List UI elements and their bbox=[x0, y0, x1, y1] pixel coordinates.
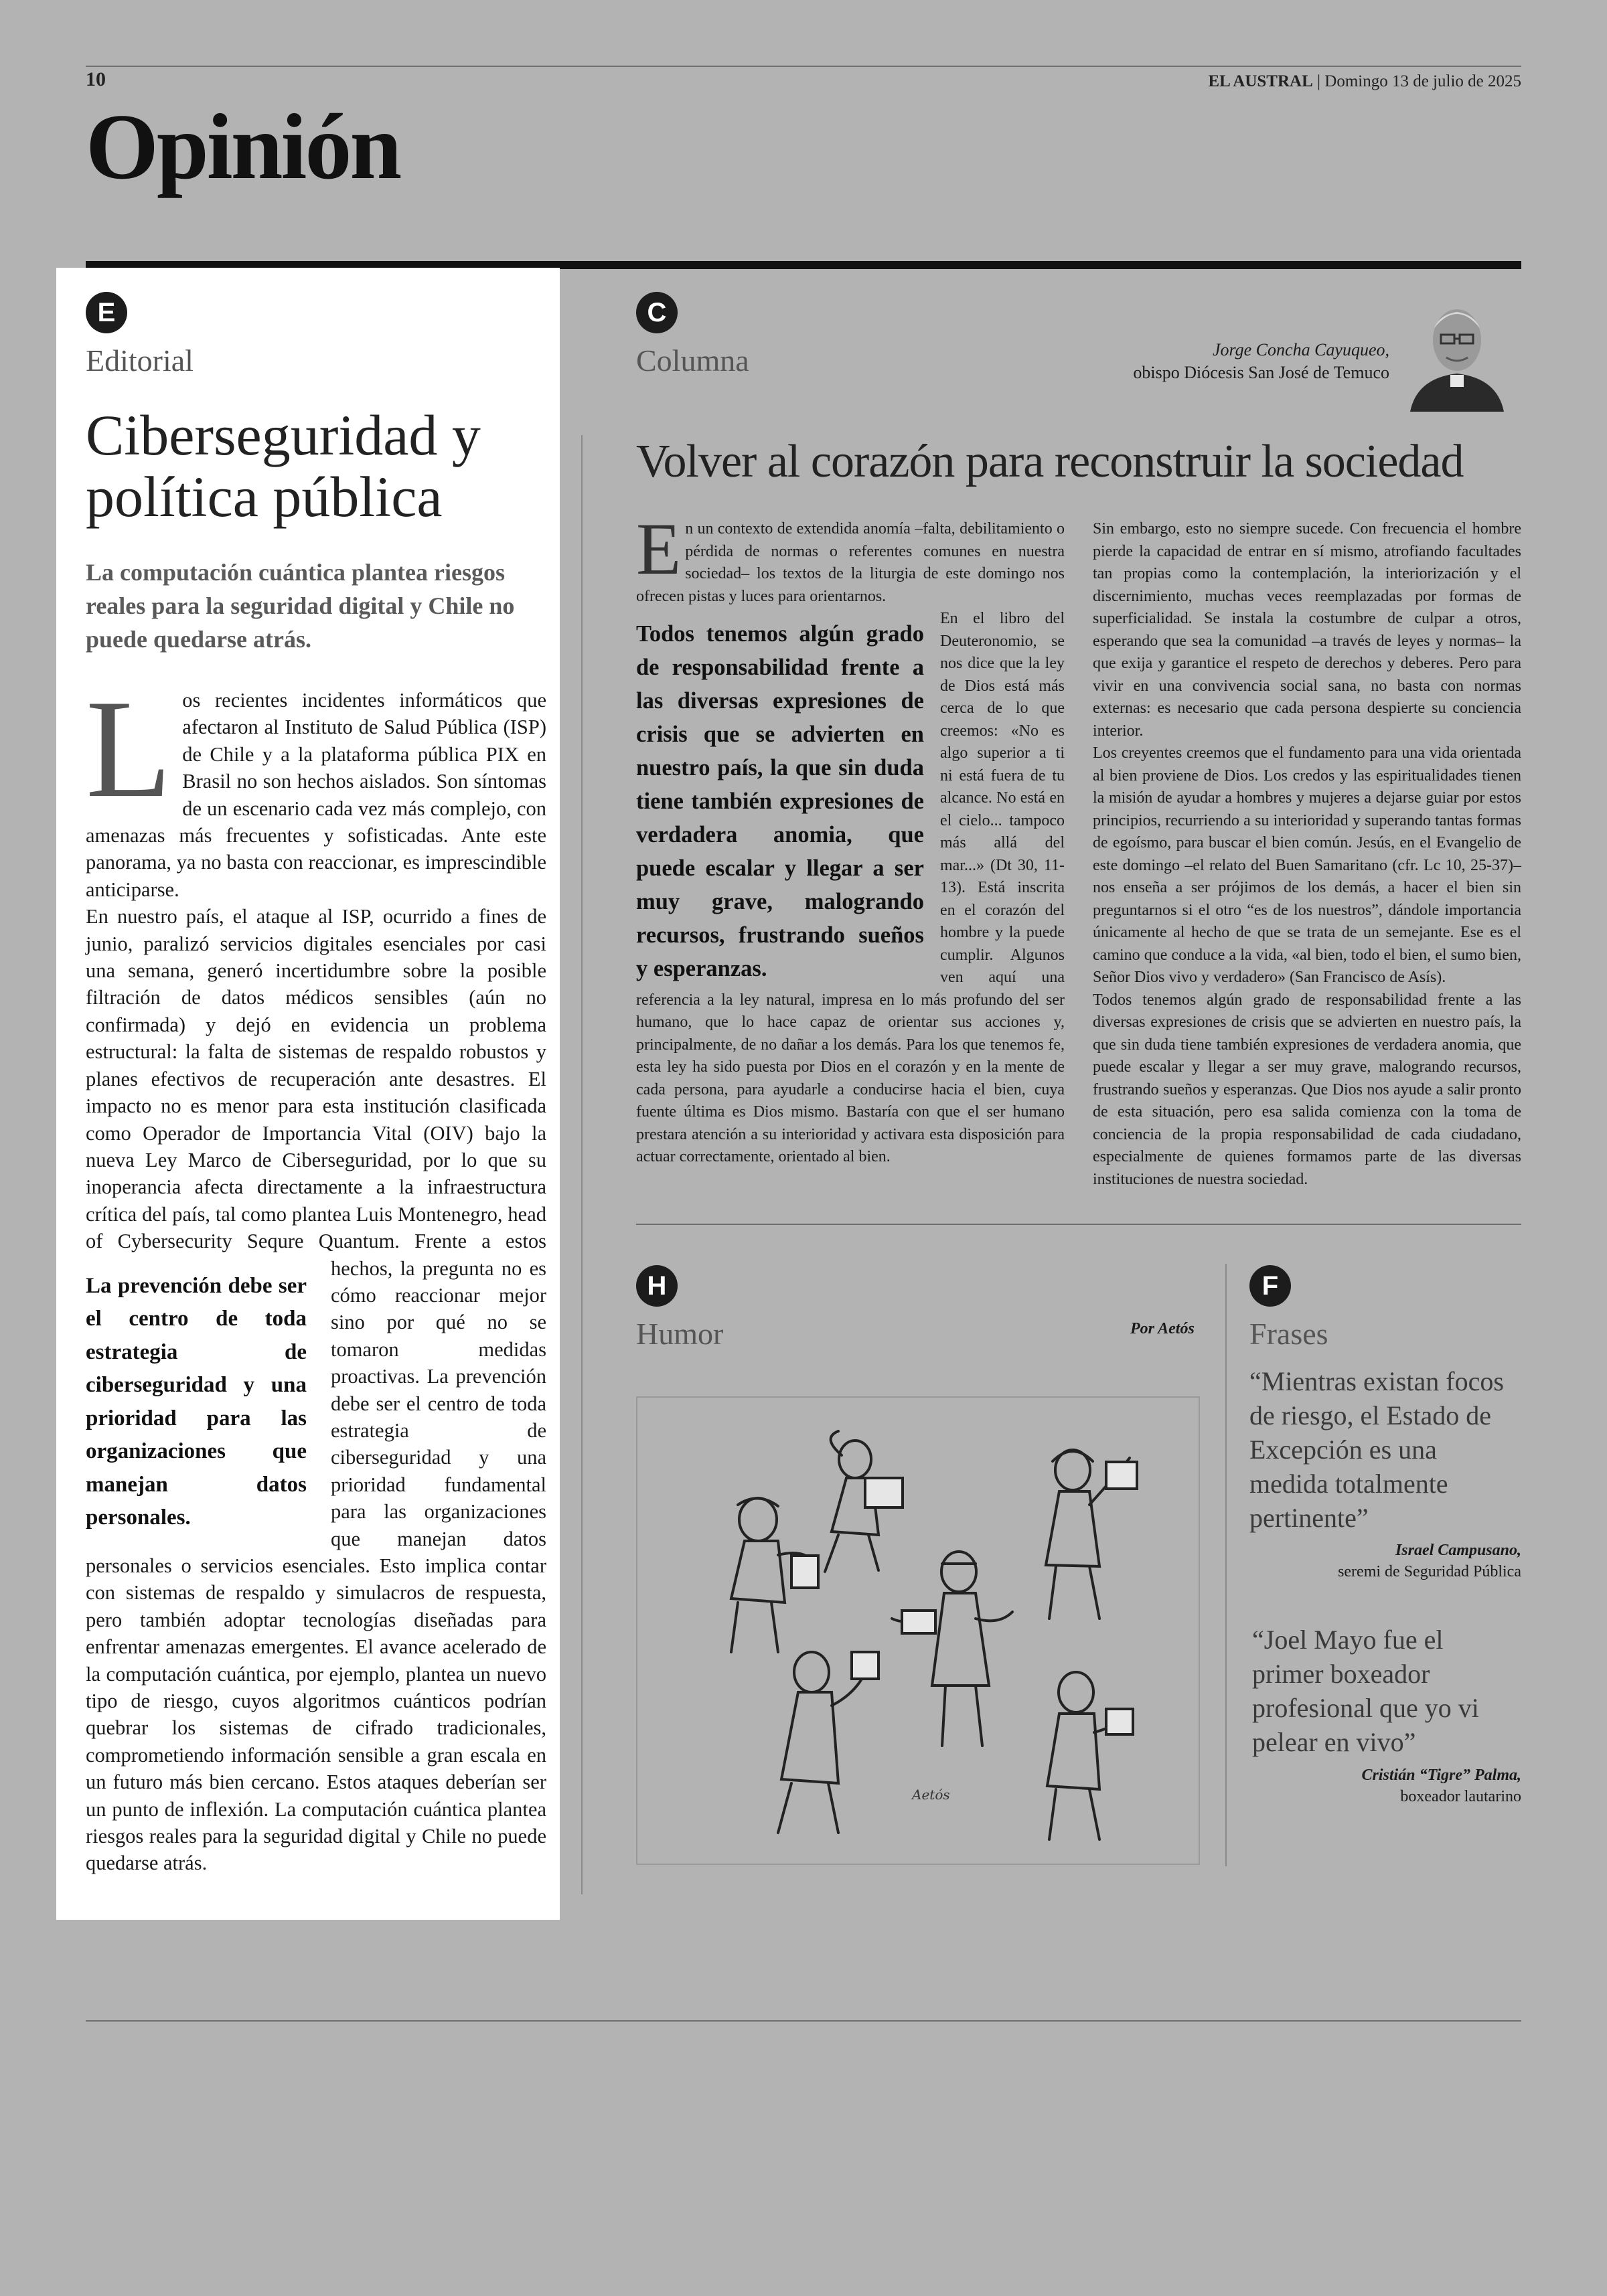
page-number: 10 bbox=[86, 68, 106, 90]
frase-quote-2: “Joel Mayo fue el primer boxeador profesional que yo vi pelear en vivo” bbox=[1252, 1625, 1479, 1757]
frase-name-1: Israel Campusano, bbox=[1395, 1542, 1521, 1559]
column-body-right bbox=[1093, 518, 1521, 1191]
column-title: Volver al corazón para reconstruir la sociedad bbox=[636, 436, 1464, 487]
editorial-paragraph-2: En nuestro país, el ataque al ISP, ocurrido a fines de junio, paralizó servicios digitales esenciales por casi una semana, generó incertidumbre sobre la posible filtración de datos médicos sensibles (aún no confirmada) y dejó en evidencia un problema estructural: la falta de sistemas de respaldo robustos y planes efectivos de recuperación ante desastres. El impacto no es menor para esta institución clasificada como Operador de Importancia Vital (OIV) bajo la nueva Ley Marco de Ciberseguridad, por lo que su inoperancia afecta directamente a la infraestructura crítica del país, tal como plantea Luis Montenegro, head of Cybersecurity Sequre Quantum. bbox=[86, 905, 546, 1253]
frase-role-2: boxeador lautarino bbox=[1400, 1788, 1521, 1805]
column-paragraph-2: En el libro del Deuteronomio, se nos dice que la ley de Dios está más cerca de lo que creemos: «No es algo superior a ti ni está fuera de tu alcance. No está en el cielo... tampoco más allá del mar...» (Dt 30, 11-13). Está inscrita en el corazón del hombre y la puede cumplir. Algunos ven aquí una referencia a la ley natural, impresa en lo más profundo del ser humano, que lo hace capaz de orientar sus acciones y, principalmente, de no dañar a los demás. Para los que tenemos fe, esta ley ha sido puesta por Dios en el corazón y en la mente de cada persona, para ayudarle a conducirse hacia el bien, cuya fuente última es Dios mismo. Bastaría con que el ser humano prestara atención a su interioridad y activara esta disposición para actuar correctamente, orientado al bien. bbox=[636, 610, 1065, 1165]
column-paragraph-1: n un contexto de extendida anomía –falta, debilitamiento o pérdida de normas o referentes comunes en nuestra sociedad– los textos de la liturgia de este domingo nos ofrecen pistas y luces para orientarnos. bbox=[636, 520, 1065, 605]
paper-name: EL AUSTRAL bbox=[1208, 72, 1313, 90]
column-author bbox=[1133, 339, 1389, 384]
cartoon-illustration bbox=[637, 1398, 1199, 1864]
editorial-kicker: Editorial bbox=[86, 343, 194, 378]
editorial-subtitle: La computación cuántica plantea riesgos reales para la seguridad digital y Chile no puede quedarse atrás. bbox=[86, 559, 515, 653]
column-separator bbox=[581, 435, 583, 1894]
top-rule bbox=[86, 66, 1521, 67]
editorial-title: Ciberseguridad y política pública bbox=[86, 403, 481, 529]
frases-kicker: Frases bbox=[1249, 1317, 1328, 1351]
humor-badge: H bbox=[636, 1265, 678, 1307]
frase-name-2: Cristián “Tigre” Palma, bbox=[1361, 1767, 1521, 1784]
author-role: obispo Diócesis San José de Temuco bbox=[1133, 363, 1389, 382]
column-dropcap: E bbox=[636, 508, 682, 590]
editorial-pull-quote: La prevención debe ser el centro de toda estrategia de ciberseguridad y una prioridad para las organizaciones que manejan datos personales. bbox=[86, 1273, 307, 1530]
frases-badge: F bbox=[1249, 1265, 1291, 1307]
masthead-date: EL AUSTRAL | Domingo 13 de julio de 2025 bbox=[1208, 72, 1521, 90]
column-paragraph-5: Todos tenemos algún grado de responsabilidad frente a las diversas expresiones de crisis que se advierten en nuestro país, la que sin duda tiene también expresiones de verdadera anomia, que puede escalar y llegar a ser muy grave, malogrando recursos, frustrando sueños y esperanzas. Que Dios nos ayude a salir pronto de esta situación, pero esa salida comienza con la toma de conciencia de la propia responsabilidad de cada ciudadano, especialmente de quienes formamos parte de las diversas instituciones de nuestra sociedad. bbox=[1093, 991, 1521, 1188]
editorial-body bbox=[86, 671, 546, 1877]
column-kicker: Columna bbox=[636, 343, 749, 378]
section-title: Opinión bbox=[86, 95, 400, 199]
column-body-left bbox=[636, 508, 1065, 1169]
column-pull-quote: Todos tenemos algún grado de responsabilidad frente a las diversas expresiones de crisis que se advierten en nuestro país, la que sin duda tiene también expresiones de verdadera anomia, que puede escalar y llegar a ser muy grave, malogrando recursos, frustrando sueños y esperanzas. bbox=[636, 621, 924, 981]
editorial-paragraph-1: os recientes incidentes informáticos que afectaron al Instituto de Salud Pública (ISP) de Chile y a la plataforma pública PIX en Brasil no son hechos aislados. Son síntomas de un escenario cada vez más complejo, con amenazas más frecuentes y sofisticadas. Ante este panorama, ya no basta con reaccionar, es imprescindible anticiparse. bbox=[86, 689, 546, 901]
bottom-rule bbox=[86, 2020, 1521, 2022]
date: Domingo 13 de julio de 2025 bbox=[1324, 72, 1521, 90]
cartoon-signature: Aetós bbox=[912, 1787, 950, 1803]
column-paragraph-4: Los creyentes creemos que el fundamento para una vida orientada al bien proviene de Dios. Los credos y las espiritualidades tienen la misión de ayudar a hombres y mujeres a dejarse guiar por estos principios, recurriendo a su interioridad y superando tantas formas de egoísmo, para buscar el bien común. Jesús, en el Evangelio de este domingo –el relato del Buen Samaritano (cfr. Lc 10, 25-37)– nos enseña a ser prójimos de los demás, a hacer el bien sin preguntarnos si el otro “es de los nuestros”, dándole importancia únicamente al hecho de que se trata de un semejante. Ese es el camino que conduce a la vida, «al bien, todo el bien, el sumo bien, Señor Dios vivo y verdadero» (San Francisco de Asís). bbox=[1093, 744, 1521, 986]
column-paragraph-3: Sin embargo, esto no siempre sucede. Con frecuencia el hombre pierde la capacidad de entrar en sí mismo, atrofiando facultades tan propias como la contemplación, la interiorización y el discernimiento, muchas veces reemplazadas por formas de superficialidad. Se instala la costumbre de culpar a otros, esperando que sea la comunidad –a través de leyes y normas– la que exija y garantice el respeto de derechos y deberes. Pero para vivir en una convivencia social sana, no basta con normas externas: es necesario que cada persona despierte su conciencia interior. bbox=[1093, 520, 1521, 740]
frase-attribution-2 bbox=[1249, 1765, 1521, 1807]
column-badge: C bbox=[636, 292, 678, 333]
humor-credit: Por Aetós bbox=[1130, 1320, 1195, 1337]
cartoon-frame bbox=[636, 1396, 1200, 1865]
frase-role-1: seremi de Seguridad Pública bbox=[1338, 1563, 1521, 1580]
editorial-dropcap: L bbox=[86, 671, 172, 827]
author-name: Jorge Concha Cayuqueo, bbox=[1212, 340, 1389, 359]
editorial-badge: E bbox=[86, 292, 127, 333]
author-photo bbox=[1403, 295, 1511, 412]
humor-kicker: Humor bbox=[636, 1317, 724, 1351]
frases-separator bbox=[1225, 1264, 1227, 1866]
editorial-paragraph-3: Frente a estos hechos, la pregunta no es cómo reaccionar mejor sino por qué no se tomaron medidas proactivas. La prevención debe ser el centro de toda estrategia de ciberseguridad y una prioridad fundamental para las organizaciones que manejan datos personales o servicios esenciales. Esto implica contar con sistemas de respaldo y simulacros de respuesta, pero también adoptar tecnologías diseñadas para enfrentar amenazas emergentes. El avance acelerado de la computación cuántica, por ejemplo, plantea un nuevo tipo de riesgo, cuyos algoritmos cuánticos podrían quebrar los sistemas de cifrado tradicionales, comprometiendo información sensible a gran escala en un futuro más bien cercano. Estos ataques deberían ser un punto de inflexión. La computación cuántica plantea riesgos reales para la seguridad digital y Chile no puede quedarse atrás. bbox=[86, 1230, 546, 1875]
column-bottom-rule bbox=[636, 1224, 1521, 1225]
frase-attribution-1 bbox=[1249, 1540, 1521, 1582]
frase-quote-1: “Mientras existan focos de riesgo, el Estado de Excepción es una medida totalmente pertinente” bbox=[1249, 1366, 1504, 1533]
